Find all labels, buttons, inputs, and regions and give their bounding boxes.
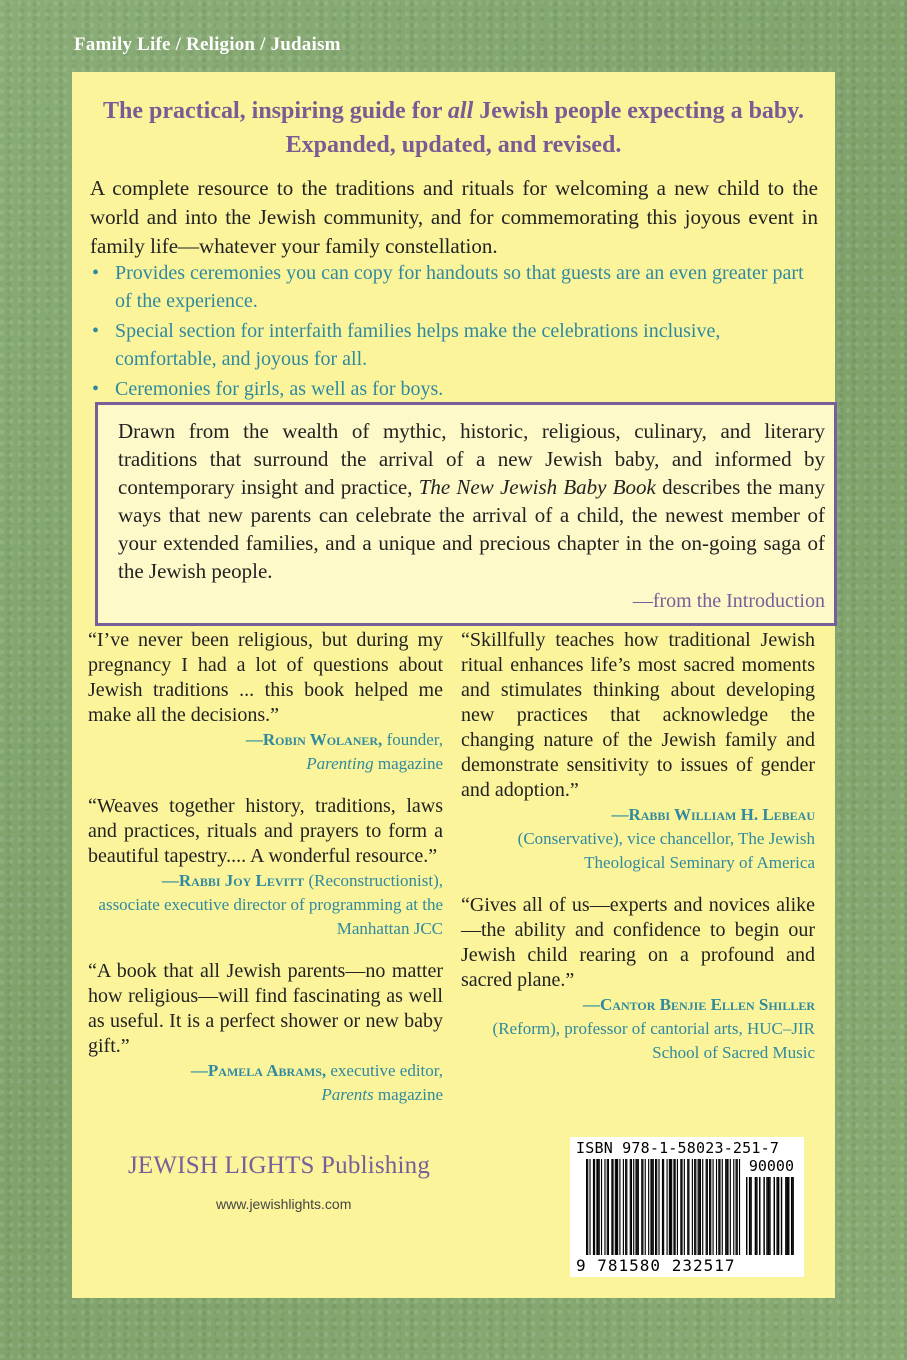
back-cover-panel [72,72,835,1298]
testimonial-quote: “Gives all of us—experts and novices alike—the ability and confidence to begin our Jewish child rearing on a profound and sacred plane.” [461,894,815,991]
barcode-bar [599,1159,600,1255]
bullet-icon: • [92,262,100,284]
barcode-bar [623,1159,624,1255]
barcode-bar [785,1177,786,1255]
excerpt-attribution: —from the Introduction [632,590,825,612]
barcode-bar [630,1159,631,1255]
barcode-bar [596,1159,597,1255]
barcode-bar [725,1159,726,1255]
barcode-bar [619,1159,620,1255]
barcode-bar [707,1159,708,1255]
barcode-bar [662,1159,663,1255]
barcode-bar [698,1159,699,1255]
barcode-bar [658,1159,659,1255]
barcode-bar [756,1177,757,1255]
barcode-bar [681,1159,682,1255]
barcode-bar [650,1159,651,1255]
barcode-bar [670,1159,671,1255]
barcode-bar [684,1159,685,1255]
barcode-bar [656,1159,657,1255]
barcode-bar [736,1159,737,1255]
barcode-bar [625,1159,626,1255]
feature-item: • Special section for interfaith families helps make the celebrations inclusive, comfortable, and joyous for all. [90,317,818,373]
barcode-bar [589,1159,590,1255]
barcode-bar [755,1177,756,1255]
testimonial-quote: “Skillfully teaches how traditional Jewish ritual enhances life’s most sacred moments and stimulates thinking about developing new practices that acknowledge the changing nature of the Jewish family and demonstrate sensitivity to issues of gender and adoption.” [461,629,815,801]
introduction-excerpt-box [95,402,837,626]
barcode-bar [631,1159,632,1255]
barcode-bar [598,1159,599,1255]
barcode-bar [608,1159,609,1255]
barcode-bar [694,1159,695,1255]
testimonial [461,628,815,875]
barcode-bar [726,1159,727,1255]
barcode-bar [688,1159,689,1255]
barcode-bar [680,1159,681,1255]
testimonial [88,628,443,776]
barcode-bar [787,1177,788,1255]
testimonial-quote: “I’ve never been religious, but during my pregnancy I had a lot of questions about Jewish traditions ... this book helped me make all the decisions.” [88,629,443,726]
testimonial-byline: —Pamela Abrams, executive editor, Parents magazine [190,1061,443,1104]
barcode-bar [648,1159,649,1255]
barcode-bar [655,1159,656,1255]
feature-list [90,259,818,405]
feature-item: • Provides ceremonies you can copy for handouts so that guests are an even greater part of the experience. [90,259,818,315]
testimonial-byline: —Rabbi Joy Levitt (Reconstructionist), associate executive director of programming at the Manhattan JCC [98,871,443,938]
barcode-bar [638,1159,639,1255]
barcode-bar [633,1159,634,1255]
intro-paragraph: A complete resource to the traditions and rituals for welcoming a new child to the world and into the Jewish community, and for commemorating this joyous event in family life—whatever your family constellation. [90,176,818,258]
barcode-bar [766,1177,767,1255]
barcode-bar [652,1159,653,1255]
barcode-bar [673,1159,674,1255]
barcode-bar [737,1159,738,1255]
barcode-bar [768,1177,769,1255]
barcode-bar [635,1159,636,1255]
bullet-icon: • [92,320,100,342]
barcode-bar [750,1177,751,1255]
barcode-bar [739,1159,740,1255]
barcode-bar [687,1159,688,1255]
excerpt-text: Drawn from the wealth of mythic, historic, religious, culinary, and literary traditions that surround the arrival of a new Jewish baby, and informed by contemporary insight and practice, The New Jewish Baby Book describes the many ways that new parents can celebrate the arrival of a child, the newest member of your extended families, and a unique and precious chapter in the on-going saga of the Jewish people. [118,419,826,583]
testimonial-byline: —Robin Wolaner, founder, Parenting magazine [245,730,443,773]
barcode-bar [675,1159,676,1255]
headline [72,94,835,162]
barcode-bar [637,1159,638,1255]
barcode-bar [792,1177,793,1255]
barcode-bar [653,1159,654,1255]
barcode-bar [727,1159,728,1255]
barcode-bar [710,1159,711,1255]
book-title: The New Jewish Baby Book [418,475,656,499]
barcode-digits: 9 781580 232517 [576,1256,736,1275]
barcode-bar [702,1159,703,1255]
barcode-bar [778,1177,779,1255]
barcode-bar [593,1159,594,1255]
barcode-bar [587,1159,588,1255]
barcode-bar [776,1177,777,1255]
bullet-icon: • [92,378,100,400]
feature-item: • Ceremonies for girls, as well as for boys. [90,375,818,403]
price-code: 90000 [748,1157,794,1175]
barcode-bar [699,1159,700,1255]
barcode-bar [692,1159,693,1255]
barcode-bar [700,1159,701,1255]
isbn-barcode [570,1137,804,1277]
barcode-bar [604,1159,605,1255]
barcode-bar [733,1159,734,1255]
barcode-bar [667,1159,668,1255]
publisher-website: www.jewishlights.com [216,1196,352,1212]
headline-line2: Expanded, updated, and revised. [285,132,622,158]
barcode-bar [706,1159,707,1255]
barcode-bar [663,1159,664,1255]
barcode-bar [746,1177,747,1255]
barcode-bar [671,1159,672,1255]
barcode-bar [611,1159,612,1255]
barcode-bar [749,1177,750,1255]
testimonial [461,893,815,1065]
barcode-bar [719,1159,720,1255]
category-label: Family Life / Religion / Judaism [74,34,341,55]
barcode-bar [641,1159,642,1255]
barcode-bar [781,1177,782,1255]
barcode-bar [730,1159,731,1255]
barcode-bar [612,1159,613,1255]
testimonials-right-column [461,628,815,1065]
barcode-bar [716,1159,717,1255]
barcode-bar [763,1177,764,1255]
barcode-bar [713,1159,714,1255]
barcode-bar [709,1159,710,1255]
barcode-bar [616,1159,617,1255]
barcode-bar [774,1177,775,1255]
barcode-bar [759,1177,760,1255]
barcode-bar [695,1159,696,1255]
barcode-bar [617,1159,618,1255]
testimonial-byline: —Rabbi William H. Lebeau (Conservative), vice chancellor, The Jewish Theological Seminary of America [517,805,815,872]
barcode-bar [615,1159,616,1255]
barcode-bar [594,1159,595,1255]
testimonials-left-column [88,628,443,1107]
barcode-bar [586,1159,587,1255]
barcode-bar [626,1159,627,1255]
testimonial-quote: “A book that all Jewish parents—no matter how religious—will find fascinating as well as useful. It is a perfect shower or new baby gift.” [88,960,443,1057]
testimonial-byline: —Cantor Benjie Ellen Shiller (Reform), professor of cantorial arts, HUC–JIR School of Sacred Music [492,995,815,1062]
barcode-bar [645,1159,646,1255]
barcode-bar [791,1177,792,1255]
headline-line1: The practical, inspiring guide for all Jewish people expecting a baby. [103,98,804,124]
barcode-bar [642,1159,643,1255]
barcode-bar [769,1177,770,1255]
testimonial-quote: “Weaves together history, traditions, laws and practices, rituals and prayers to form a beautiful tapestry.... A wonderful resource.” [88,795,443,867]
barcode-bar [601,1159,602,1255]
barcode-bar [718,1159,719,1255]
isbn-text: ISBN 978-1-58023-251-7 [576,1139,780,1157]
testimonial [88,794,443,941]
barcode-bar [607,1159,608,1255]
barcode-bar [788,1177,789,1255]
testimonial [88,959,443,1107]
barcode-bar [669,1159,670,1255]
barcode-bar [677,1159,678,1255]
barcode-bar [722,1159,723,1255]
publisher-logo: JEWISH LIGHTS Publishing [128,1152,431,1179]
